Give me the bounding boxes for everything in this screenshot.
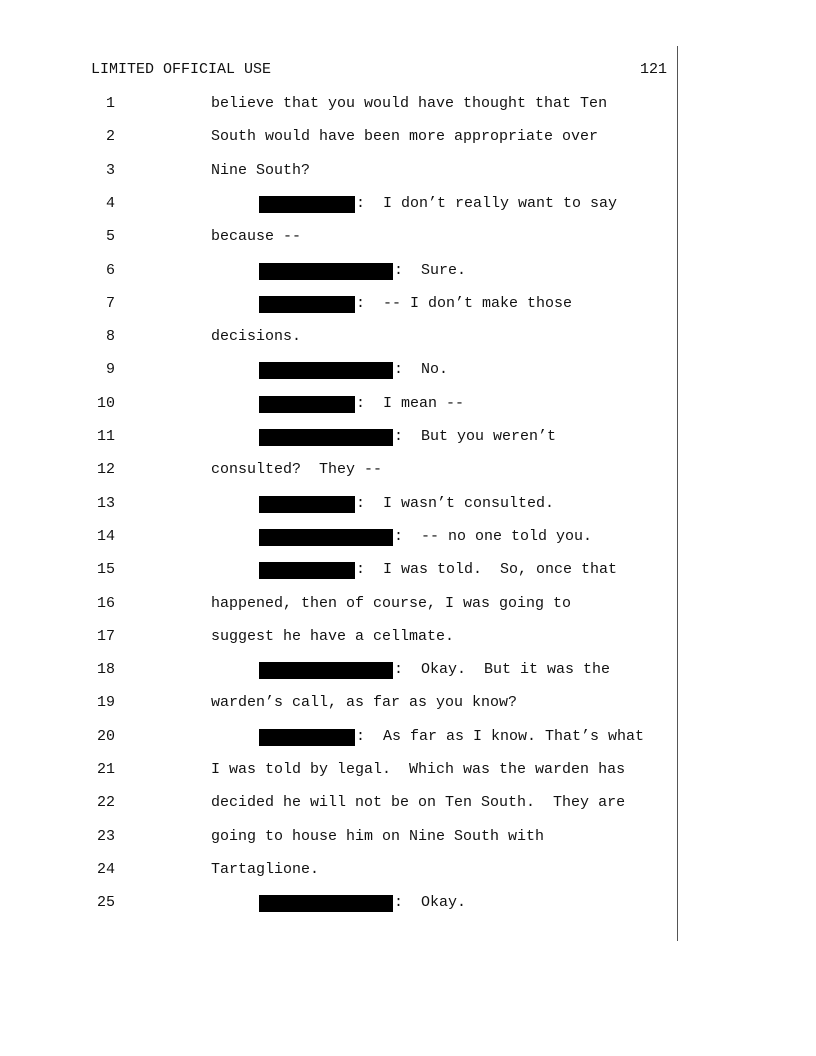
line-text: : As far as I know. That’s what: [356, 728, 645, 745]
line-text: : I was told. So, once that: [356, 561, 618, 578]
line-number: 3: [105, 162, 115, 179]
line-text: decided he will not be on Ten South. They are: [211, 794, 626, 811]
line-number: 17: [96, 628, 115, 645]
line-text: believe that you would have thought that Ten: [211, 95, 608, 112]
line-text: : Sure.: [394, 262, 467, 279]
line-text: consulted? They --: [211, 461, 383, 478]
redacted-speaker-name: [259, 396, 355, 413]
line-number: 10: [96, 395, 115, 412]
line-number: 21: [96, 761, 115, 778]
line-number: 12: [96, 461, 115, 478]
classification-label: LIMITED OFFICIAL USE: [91, 61, 272, 78]
line-text: because --: [211, 228, 302, 245]
transcript-line: [0, 792, 816, 814]
transcript-line: [0, 526, 816, 548]
transcript-line: [0, 293, 816, 315]
line-number: 22: [96, 794, 115, 811]
line-text: : No.: [394, 361, 449, 378]
line-text: I was told by legal. Which was the warden has: [211, 761, 626, 778]
line-number: 25: [96, 894, 115, 911]
line-text: suggest he have a cellmate.: [211, 628, 455, 645]
transcript-line: [0, 126, 816, 148]
line-number: 2: [105, 128, 115, 145]
redacted-speaker-name: [259, 429, 393, 446]
line-number: 11: [96, 428, 115, 445]
transcript-line: [0, 393, 816, 415]
line-number: 7: [105, 295, 115, 312]
redacted-speaker-name: [259, 196, 355, 213]
line-number: 14: [96, 528, 115, 545]
transcript-line: [0, 659, 816, 681]
redacted-speaker-name: [259, 263, 393, 280]
line-number: 9: [105, 361, 115, 378]
line-number: 8: [105, 328, 115, 345]
line-text: : I mean --: [356, 395, 465, 412]
transcript-line: [0, 626, 816, 648]
transcript-line: [0, 160, 816, 182]
transcript-line: [0, 759, 816, 781]
redacted-speaker-name: [259, 362, 393, 379]
line-text: Nine South?: [211, 162, 311, 179]
line-text: : Okay.: [394, 894, 467, 911]
line-number: 24: [96, 861, 115, 878]
redacted-speaker-name: [259, 296, 355, 313]
line-text: happened, then of course, I was going to: [211, 595, 572, 612]
transcript-line: [0, 359, 816, 381]
redacted-speaker-name: [259, 662, 393, 679]
line-number: 20: [96, 728, 115, 745]
redacted-speaker-name: [259, 895, 393, 912]
line-number: 1: [105, 95, 115, 112]
line-text: South would have been more appropriate over: [211, 128, 599, 145]
transcript-line: [0, 593, 816, 615]
line-text: : -- no one told you.: [394, 528, 593, 545]
line-number: 19: [96, 694, 115, 711]
redacted-speaker-name: [259, 729, 355, 746]
line-number: 13: [96, 495, 115, 512]
line-number: 6: [105, 262, 115, 279]
line-number: 23: [96, 828, 115, 845]
transcript-line: [0, 859, 816, 881]
transcript-line: [0, 493, 816, 515]
line-text: going to house him on Nine South with: [211, 828, 545, 845]
page-number: 121: [639, 61, 667, 78]
redacted-speaker-name: [259, 529, 393, 546]
line-number: 18: [96, 661, 115, 678]
line-number: 16: [96, 595, 115, 612]
transcript-line: [0, 459, 816, 481]
line-number: 5: [105, 228, 115, 245]
transcript-line: [0, 559, 816, 581]
line-text: decisions.: [211, 328, 302, 345]
line-text: : I wasn’t consulted.: [356, 495, 555, 512]
transcript-line: [0, 826, 816, 848]
transcript-line: [0, 93, 816, 115]
transcript-line: [0, 892, 816, 914]
redacted-speaker-name: [259, 562, 355, 579]
transcript-line: [0, 692, 816, 714]
redacted-speaker-name: [259, 496, 355, 513]
transcript-line: [0, 426, 816, 448]
line-text: Tartaglione.: [211, 861, 320, 878]
line-text: : -- I don’t make those: [356, 295, 573, 312]
line-text: : I don’t really want to say: [356, 195, 618, 212]
transcript-line: [0, 726, 816, 748]
line-text: : But you weren’t: [394, 428, 557, 445]
transcript-line: [0, 326, 816, 348]
line-text: : Okay. But it was the: [394, 661, 611, 678]
transcript-line: [0, 193, 816, 215]
line-number: 15: [96, 561, 115, 578]
transcript-line: [0, 226, 816, 248]
transcript-line: [0, 260, 816, 282]
line-text: warden’s call, as far as you know?: [211, 694, 518, 711]
line-number: 4: [105, 195, 115, 212]
